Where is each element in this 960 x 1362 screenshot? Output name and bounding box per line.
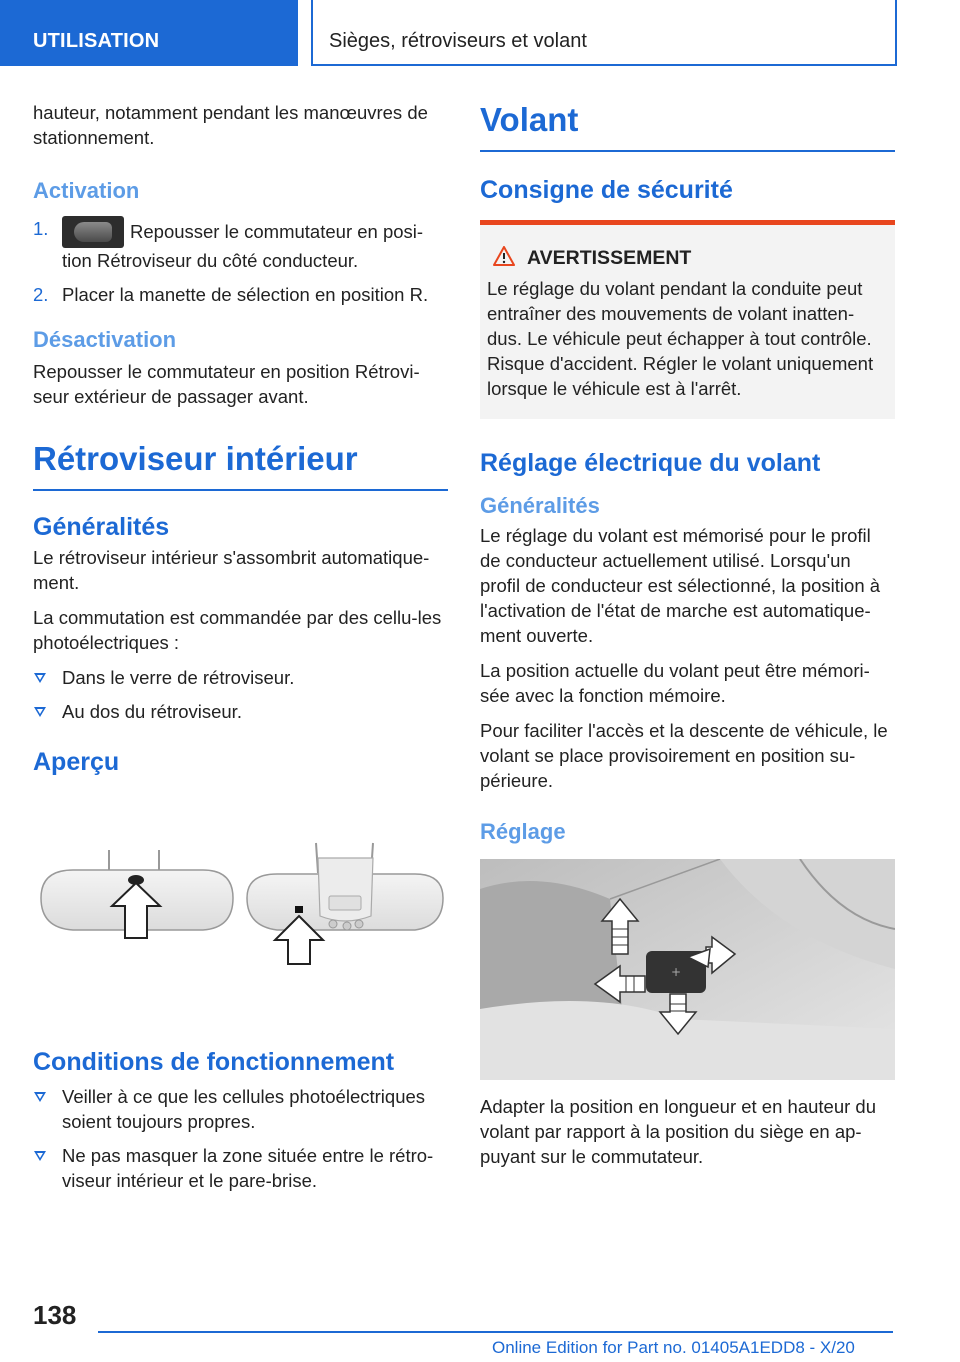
safety-heading: Consigne de sécurité	[480, 176, 733, 204]
title-rule	[33, 489, 448, 491]
bullet-triangle-icon	[34, 1151, 46, 1161]
intro-text: hauteur, notamment pendant les manœuvres de stationnement.	[33, 102, 428, 148]
list-item: Dans le verre de rétroviseur.	[33, 665, 448, 690]
list-item: Veiller à ce que les cellules photoélectriques soient toujours propres.	[33, 1084, 448, 1134]
title-rule	[480, 150, 895, 152]
general-heading: Généralités	[33, 513, 170, 541]
warning-title	[527, 247, 888, 270]
electric-text-2: La position actuelle du volant peut être mémori-sée avec la fonction mémoire.	[480, 660, 870, 706]
step-number: 1.	[33, 218, 49, 239]
general-text-2: La commutation est commandée par des cellu-les photoélectriques :	[33, 607, 442, 653]
warning-label: AVERTISSEMENT	[527, 247, 692, 269]
mirror-illustration	[33, 788, 448, 1038]
general-heading: Généralités	[480, 493, 600, 518]
adjust-caption: Adapter la position en longueur et en hauteur du volant par rapport à la position du siège en ap-puyant sur le commutateur.	[480, 1096, 876, 1167]
deactivation-text: Repousser le commutateur en position Rétrovi-seur extérieur de passager avant.	[33, 361, 420, 407]
conditions-heading: Conditions de fonctionnement	[33, 1048, 395, 1076]
warning-text: Le réglage du volant pendant la conduite peut entraîner des mouvements de volant inatten-dus. Le véhicule peut échapper à tout contrôle. Risque d'accident. Régler le volant uniquement lorsque le véhicule est à l'arrêt.	[487, 278, 874, 399]
electric-text-3: Pour faciliter l'accès et la descente de véhicule, le volant se place provisoirement en position su-périeure.	[480, 720, 888, 791]
chapter-box	[311, 0, 897, 66]
bullet-triangle-icon	[34, 1092, 46, 1102]
steering-switch-illustration	[480, 859, 895, 1080]
mirror-figure-svg	[33, 788, 448, 1038]
list-item: Au dos du rétroviseur.	[33, 699, 448, 724]
general-text-1: Le rétroviseur intérieur s'assombrit automatique-ment.	[33, 547, 430, 593]
right-column	[480, 100, 895, 1179]
conditions-list	[33, 1084, 448, 1193]
steering-wheel-title: Volant	[480, 101, 579, 138]
left-column	[33, 100, 448, 1203]
interior-mirror-title: Rétroviseur intérieur	[33, 440, 358, 477]
list-item	[33, 216, 448, 273]
svg-text:+: +	[670, 965, 682, 979]
list-item: Ne pas masquer la zone située entre le rétro-viseur intérieur et le pare-brise.	[33, 1143, 448, 1193]
warning-box	[480, 220, 895, 419]
page-number: 138	[33, 1300, 77, 1330]
step-number: 2.	[33, 284, 49, 305]
step-text: Repousser le commutateur en posi-tion Rétroviseur du côté conducteur.	[62, 221, 424, 271]
bullet-triangle-icon	[34, 707, 46, 717]
activation-steps	[33, 216, 448, 307]
warning-triangle-icon	[493, 246, 515, 266]
mirror-switch-icon	[62, 216, 124, 248]
page-header	[0, 0, 960, 66]
edition-text: Online Edition for Part no. 01405A1EDD8 - X/20	[492, 1338, 855, 1357]
chapter-label: Sièges, rétroviseurs et volant	[329, 30, 587, 52]
activation-heading: Activation	[33, 178, 140, 203]
list-item	[33, 282, 448, 307]
section-tab	[0, 0, 298, 66]
bullet-triangle-icon	[34, 673, 46, 683]
electric-text-1: Le réglage du volant est mémorisé pour le profil de conducteur actuellement utilisé. Lorsqu'un profil de conducteur est sélectionné, la position à l'activation de l'état de marche est automatique-ment ouverte.	[480, 525, 881, 646]
footer-rule	[98, 1331, 893, 1333]
photocell-list	[33, 665, 448, 724]
section-label: UTILISATION	[33, 30, 160, 52]
step-text: Placer la manette de sélection en position R.	[62, 284, 429, 305]
deactivation-heading: Désactivation	[33, 327, 177, 352]
adjust-heading: Réglage	[480, 819, 566, 844]
overview-heading: Aperçu	[33, 748, 120, 776]
electric-adjust-heading: Réglage électrique du volant	[480, 449, 821, 477]
steering-figure-svg	[480, 859, 895, 1080]
